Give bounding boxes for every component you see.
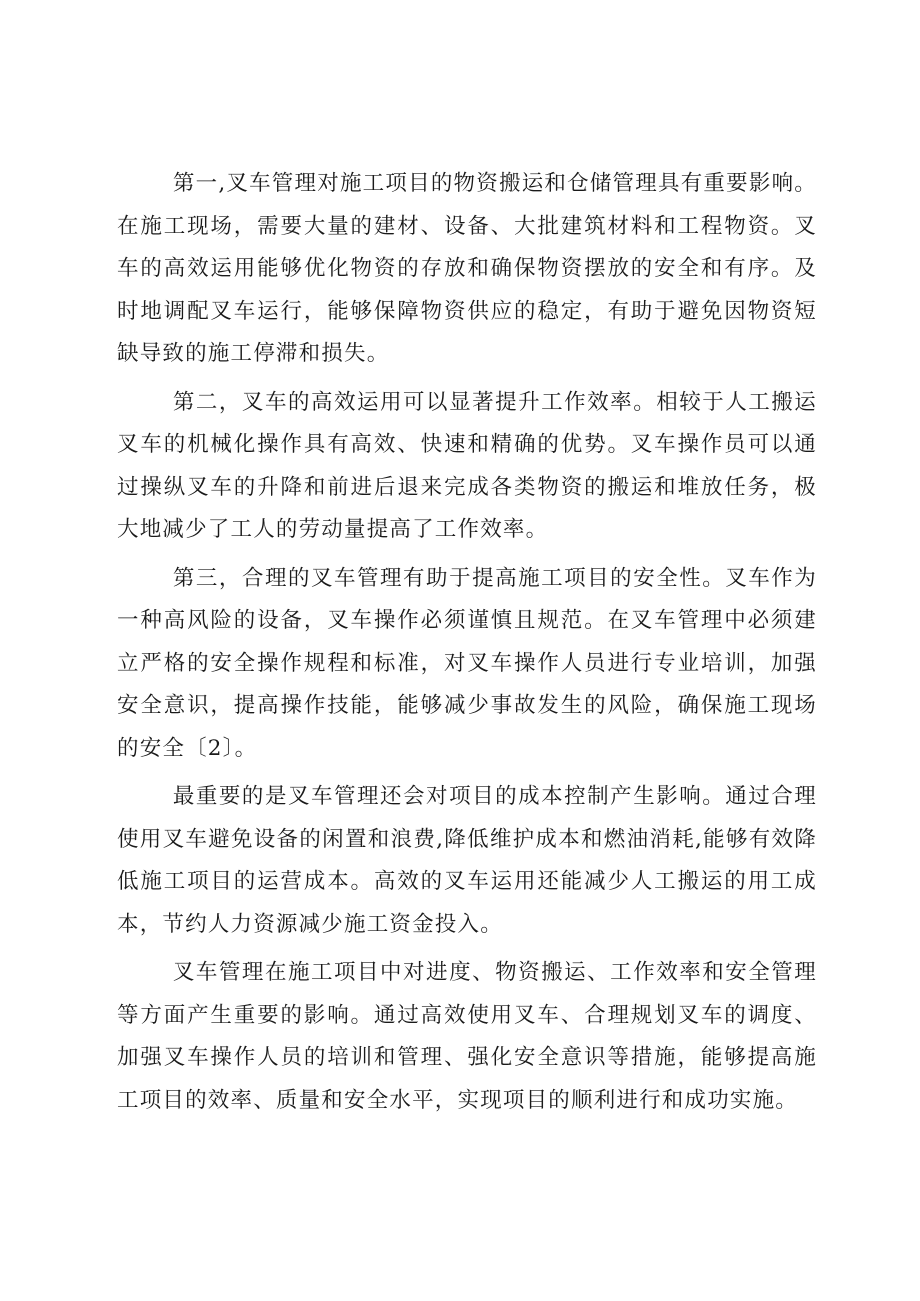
- paragraph-1: 第一,叉车管理对施工项目的物资搬运和仓储管理具有重要影响。在施工现场，需要大量的建材、设备、大批建筑材料和工程物资。叉车的高效运用能够优化物资的存放和确保物资摆放的安全和有序。及时地调配叉车运行，能够保障物资供应的稳定，有助于避免因物资短缺导致的施工停滞和损失。: [117, 171, 817, 366]
- paragraph-2: 第二，叉车的高效运用可以显著提升工作效率。相较于人工搬运叉车的机械化操作具有高效、快速和精确的优势。叉车操作员可以通过操纵叉车的升降和前进后退来完成各类物资的搬运和堆放任务，极大地减少了工人的劳动量提高了工作效率。: [117, 389, 817, 542]
- paragraph-4: 最重要的是叉车管理还会对项目的成本控制产生影响。通过合理使用叉车避免设备的闲置和浪费,降低维护成本和燃油消耗,能够有效降低施工项目的运营成本。高效的叉车运用还能减少人工搬运的用工成本，节约人力资源减少施工资金投入。: [117, 784, 817, 937]
- paragraph-3: 第三，合理的叉车管理有助于提高施工项目的安全性。叉车作为一种高风险的设备，叉车操作必须谨慎且规范。在叉车管理中必须建立严格的安全操作规程和标准，对叉车操作人员进行专业培训，加强安全意识，提高操作技能，能够减少事故发生的风险，确保施工现场的安全〔2〕。: [117, 565, 817, 761]
- document-body: [117, 163, 817, 1128]
- paragraph-5: 叉车管理在施工项目中对进度、物资搬运、工作效率和安全管理等方面产生重要的影响。通过高效使用叉车、合理规划叉车的调度、加强叉车操作人员的培训和管理、强化安全意识等措施，能够提高施工项目的效率、质量和安全水平，实现项目的顺利进行和成功实施。: [117, 960, 817, 1113]
